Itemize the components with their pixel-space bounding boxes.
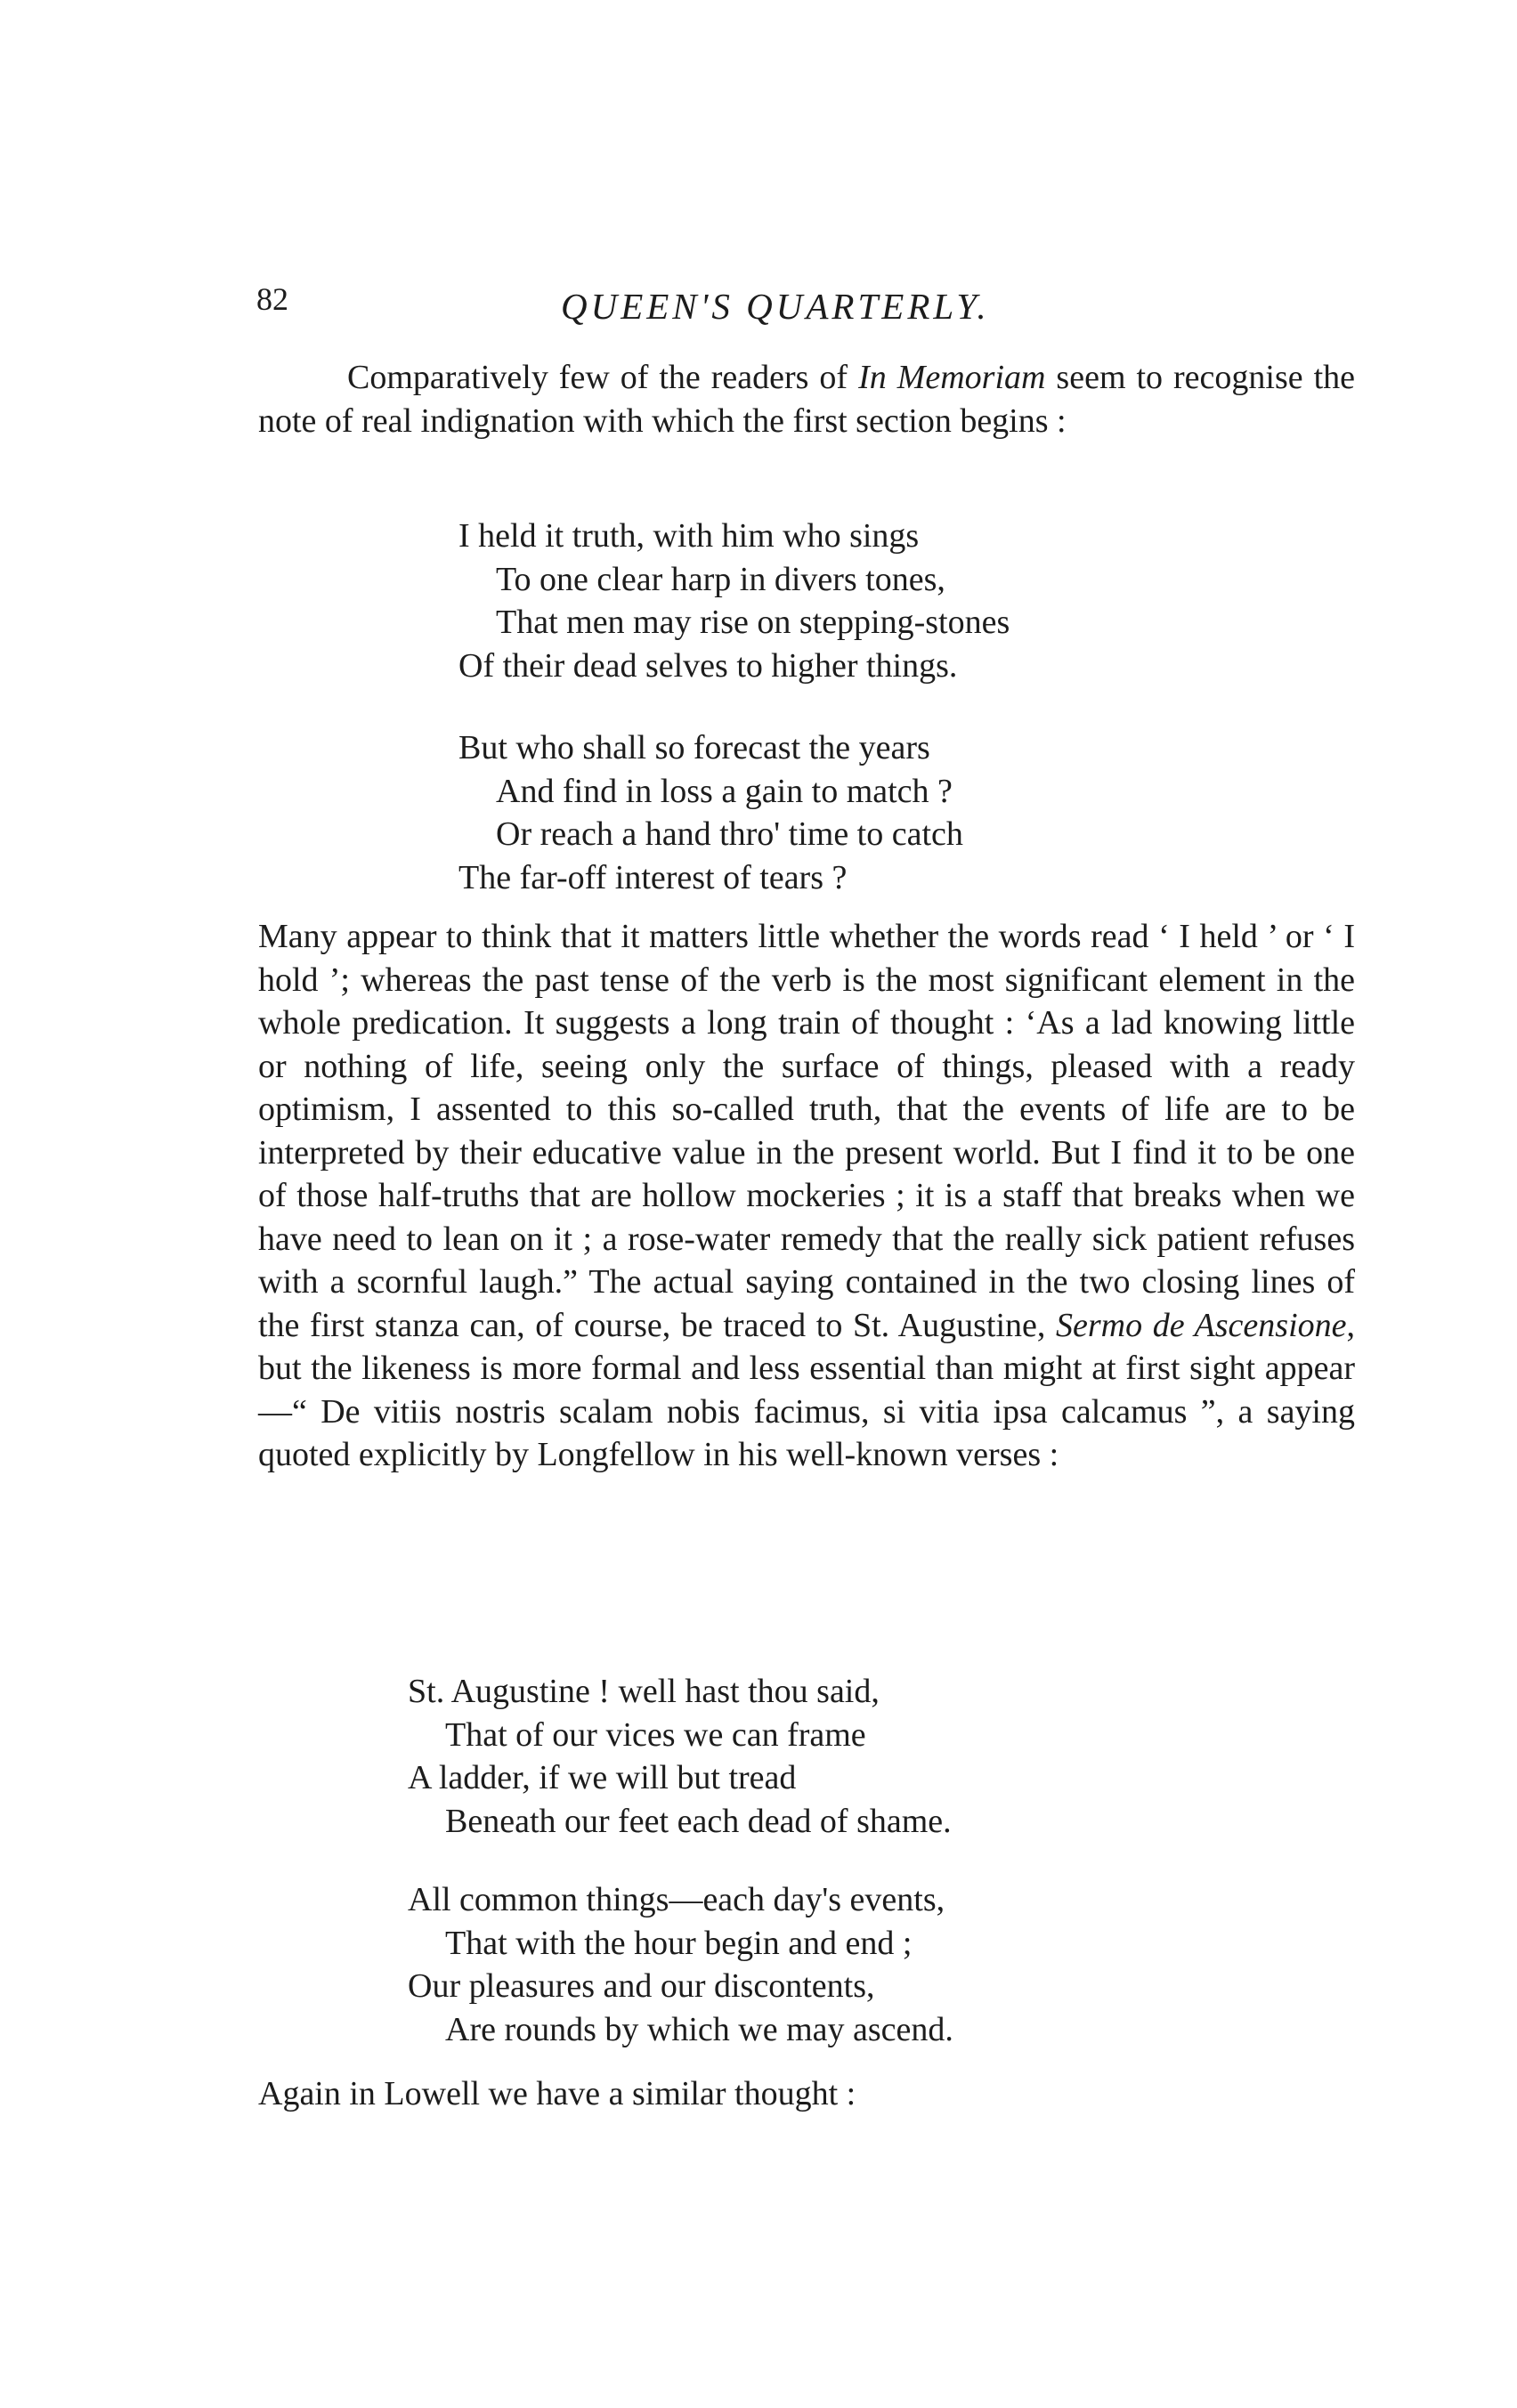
commentary-text-after: , but the likeness is more formal and less essential than might at first sight appear—“ De vitiis nostris scalam nobis facimus, si vitia ipsa calcamus ”, a saying quoted explicitly by Longfellow in his well-known verses : <box>258 1306 1355 1473</box>
verse-line: And find in loss a gain to match ? <box>496 772 953 810</box>
sermo-title: Sermo de Ascensione <box>1056 1306 1347 1344</box>
verse-line: Our pleasures and our discontents, <box>408 1967 875 2005</box>
verse-line: Beneath our feet each dead of shame. <box>445 1802 952 1840</box>
verse-line: A ladder, if we will but tread <box>408 1759 797 1796</box>
verse-line: Or reach a hand thro' time to catch <box>496 815 963 853</box>
closing-paragraph: Again in Lowell we have a similar thought : <box>258 2075 856 2112</box>
page-number: 82 <box>256 281 288 317</box>
in-memoriam-title: In Memoriam <box>858 359 1046 396</box>
commentary-paragraph <box>258 915 1355 1477</box>
poem-stanza-3 <box>408 1670 952 1843</box>
intro-text-before: Comparatively few of the readers of <box>347 359 859 396</box>
commentary-text-before: Many appear to think that it matters little whether the words read ‘ I held ’ or ‘ I hold ’; whereas the past tense of the verb is the most significant element in the whole predication. It suggests a long train of thought : ‘As a lad knowing little or nothing of life, seeing only the surface of things, pleased with a ready optimism, I assented to this so-called truth, that the events of life are to be interpreted by their educative value in the present world. But I find it to be one of those half-truths that are hollow mockeries ; it is a staff that breaks when we have need to lean on it ; a rose-water remedy that the really sick patient refuses with a scornful laugh.” The actual saying contained in the two closing lines of the first stanza can, of course, be traced to St. Augustine, <box>258 918 1355 1344</box>
verse-line: All common things—each day's events, <box>408 1881 945 1918</box>
verse-line: St. Augustine ! well hast thou said, <box>408 1673 880 1710</box>
verse-line: Of their dead selves to higher things. <box>458 646 958 685</box>
verse-line: That with the hour begin and end ; <box>445 1924 913 1962</box>
verse-line: The far-off interest of tears ? <box>458 858 848 896</box>
poem-stanza-2 <box>458 726 963 899</box>
running-head: QUEEN'S QUARTERLY. <box>561 286 990 327</box>
intro-paragraph <box>258 356 1355 442</box>
verse-line: To one clear harp in divers tones, <box>496 560 945 598</box>
intro-text-after: seem to recognise the note of real indignation with which the first section begins : <box>258 359 1355 440</box>
verse-line: That men may rise on stepping-stones <box>496 604 1010 641</box>
poem-stanza-4 <box>408 1878 953 2051</box>
verse-line: That of our vices we can frame <box>445 1715 866 1754</box>
verse-line: I held it truth, with him who sings <box>458 517 920 555</box>
verse-line: But who shall so forecast the years <box>458 729 930 766</box>
poem-stanza-1 <box>458 515 1010 687</box>
verse-line: Are rounds by which we may ascend. <box>445 2010 953 2048</box>
